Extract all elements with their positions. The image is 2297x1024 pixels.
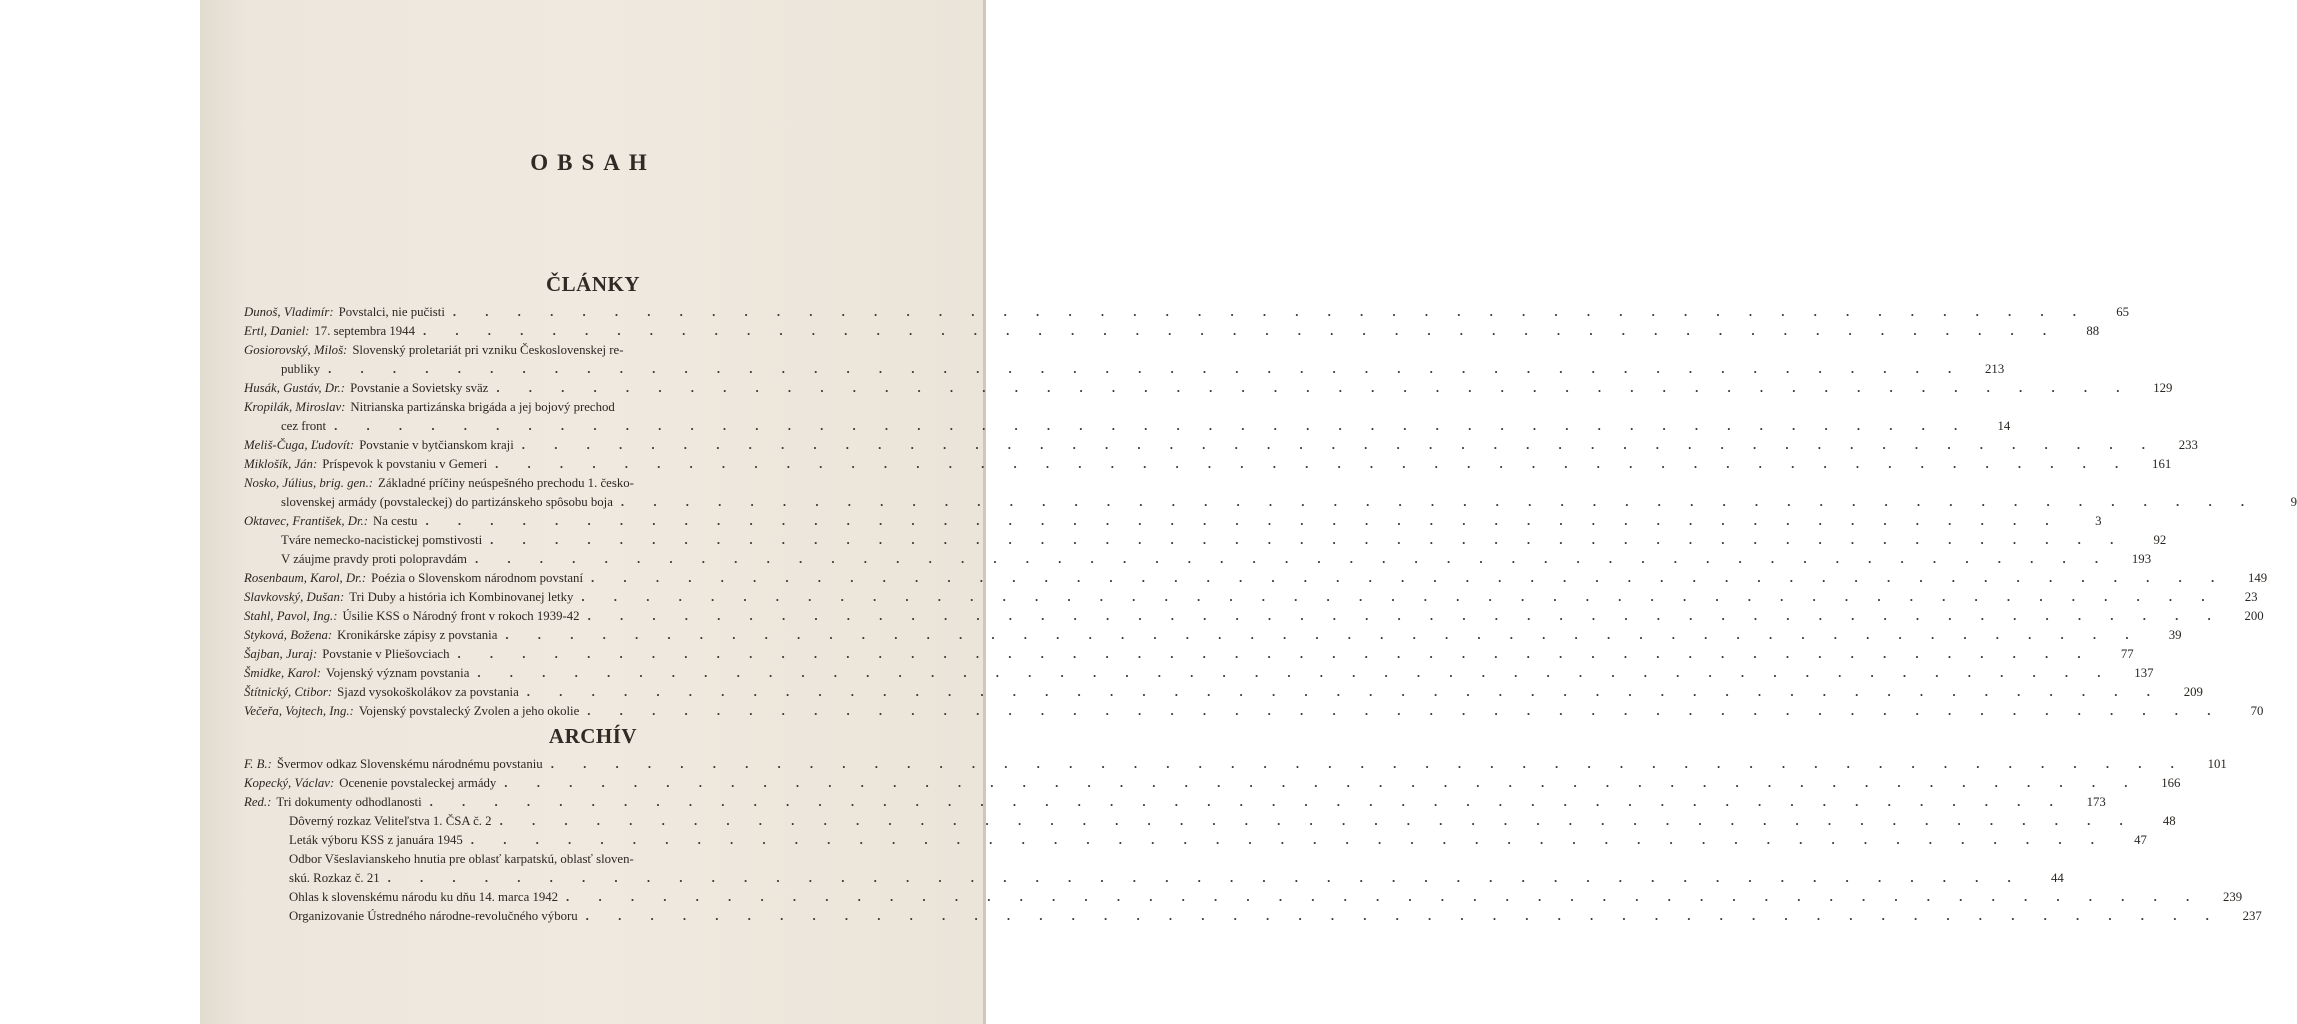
page-number: 239 bbox=[2222, 890, 2243, 904]
toc-entry bbox=[244, 398, 2011, 436]
toc-entry bbox=[244, 588, 2258, 607]
toc-title: Vojenský význam povstania bbox=[326, 666, 470, 680]
toc-title: Tri Duby a história ich Kombinovanej letky bbox=[349, 590, 574, 604]
toc-title: Ocenenie povstaleckej armády bbox=[339, 776, 497, 790]
toc-title: Na cestu bbox=[373, 514, 418, 528]
toc-author: Stahl, Pavol, Ing.: bbox=[244, 609, 338, 623]
dot-leader bbox=[527, 683, 2163, 702]
toc-title: Švermov odkaz Slovenskému národnému povstaniu bbox=[276, 757, 543, 771]
toc-title: Sjazd vysokoškolákov za povstania bbox=[337, 685, 519, 699]
toc-title: Povstanie a Sovietsky sväz bbox=[350, 381, 489, 395]
dot-leader bbox=[505, 626, 2141, 645]
toc-entry bbox=[244, 683, 2203, 702]
page-number: 65 bbox=[2116, 305, 2129, 319]
page-number: 149 bbox=[2247, 571, 2268, 585]
page-number: 3 bbox=[2095, 514, 2102, 528]
toc-title: Vojenský povstalecký Zvolen a jeho okolie bbox=[358, 704, 580, 718]
toc-author: Miklošík, Ján: bbox=[244, 457, 318, 471]
toc-entry bbox=[244, 322, 2100, 341]
page-number: 137 bbox=[2134, 666, 2154, 680]
toc-title: Kronikárske zápisy z povstania bbox=[337, 628, 498, 642]
toc-title-continued: slovenskej armády (povstaleckej) do partizánskeho spôsobu boja bbox=[281, 495, 613, 509]
toc-author: Kopecký, Václav: bbox=[244, 776, 335, 790]
page-number: 213 bbox=[1985, 362, 2005, 376]
dot-leader bbox=[591, 569, 2227, 588]
page-number: 77 bbox=[2120, 647, 2134, 661]
toc-entry bbox=[244, 303, 2129, 322]
toc-entry bbox=[244, 755, 2227, 774]
page-number: 209 bbox=[2183, 685, 2203, 699]
toc-entry bbox=[244, 850, 2064, 888]
dot-leader bbox=[621, 493, 2257, 512]
toc-entry bbox=[244, 774, 2181, 793]
toc-title: 17. septembra 1944 bbox=[314, 324, 415, 338]
dot-leader bbox=[496, 379, 2132, 398]
toc-entry bbox=[244, 512, 2102, 531]
toc-clanky bbox=[244, 303, 2297, 721]
toc-title: Odbor Všeslavianskeho hnutia pre oblasť karpatskú, oblasť sloven- bbox=[289, 852, 634, 866]
page-number: 14 bbox=[1997, 419, 2011, 433]
toc-author: Dunoš, Vladimír: bbox=[244, 305, 334, 319]
toc-entry bbox=[244, 569, 2268, 588]
toc-entry bbox=[244, 379, 2173, 398]
toc-entry bbox=[244, 341, 2005, 379]
toc-entry bbox=[244, 645, 2134, 664]
toc-entry bbox=[244, 793, 2106, 812]
dot-leader bbox=[471, 831, 2107, 850]
dot-leader bbox=[566, 888, 2202, 907]
page-number: 88 bbox=[2086, 324, 2100, 338]
dot-leader bbox=[588, 607, 2224, 626]
dot-leader bbox=[334, 417, 1970, 436]
toc-author: Šajban, Juraj: bbox=[244, 647, 318, 661]
toc-entry bbox=[244, 474, 2297, 512]
toc-entry bbox=[244, 888, 2243, 907]
dot-leader bbox=[425, 512, 2061, 531]
toc-title: Povstalci, nie pučisti bbox=[338, 305, 445, 319]
page-number: 39 bbox=[2168, 628, 2182, 642]
page-number: 200 bbox=[2244, 609, 2264, 623]
page-number: 44 bbox=[2050, 871, 2064, 885]
page-number: 193 bbox=[2131, 552, 2152, 566]
toc-author: Štítnický, Ctibor: bbox=[244, 685, 333, 699]
toc-entry bbox=[244, 455, 2172, 474]
toc-author: Rosenbaum, Karol, Dr.: bbox=[244, 571, 367, 585]
page-number: 9 bbox=[2290, 495, 2297, 509]
toc-author: Šmidke, Karol: bbox=[244, 666, 322, 680]
dot-leader bbox=[430, 793, 2066, 812]
page-number: 233 bbox=[2178, 438, 2198, 452]
toc-title: Dôverný rozkaz Veliteľstva 1. ČSA č. 2 bbox=[289, 814, 492, 828]
toc-author: Kropilák, Miroslav: bbox=[244, 400, 346, 414]
toc-entry bbox=[244, 626, 2182, 645]
page-number: 101 bbox=[2207, 757, 2227, 771]
page-number: 70 bbox=[2250, 704, 2264, 718]
page-number: 161 bbox=[2152, 457, 2172, 471]
toc-title: Poézia o Slovenskom národnom povstaní bbox=[371, 571, 584, 585]
toc-title-continued: cez front bbox=[281, 419, 327, 433]
page-number: 47 bbox=[2134, 833, 2147, 847]
toc-author: Husák, Gustáv, Dr.: bbox=[244, 381, 346, 395]
dot-leader bbox=[453, 303, 2089, 322]
toc-title: Slovenský proletariát pri vzniku Československej re- bbox=[352, 343, 624, 357]
dot-leader bbox=[495, 455, 2131, 474]
toc-entry bbox=[244, 702, 2264, 721]
toc-author: Ertl, Daniel: bbox=[244, 324, 310, 338]
page-number: 173 bbox=[2086, 795, 2106, 809]
toc-author: Slavkovský, Dušan: bbox=[244, 590, 345, 604]
toc-title: Ohlas k slovenskému národu ku dňu 14. marca 1942 bbox=[289, 890, 559, 904]
section-heading-clanky: ČLÁNKY bbox=[545, 272, 640, 296]
page-number: 166 bbox=[2161, 776, 2181, 790]
dot-leader bbox=[423, 322, 2059, 341]
dot-leader bbox=[457, 645, 2093, 664]
toc-author: Red.: bbox=[244, 795, 272, 809]
toc-title: Organizovanie Ústredného národne-revolučného výboru bbox=[289, 909, 578, 923]
toc-title: V záujme pravdy proti polopravdám bbox=[281, 552, 467, 566]
dot-leader bbox=[551, 755, 2187, 774]
book-page bbox=[200, 0, 2297, 1024]
page-number: 237 bbox=[2242, 909, 2262, 923]
toc-title: Úsilie KSS o Národný front v rokoch 1939-42 bbox=[342, 609, 580, 623]
dot-leader bbox=[500, 812, 2136, 831]
toc-author: Gosiorovský, Miloš: bbox=[244, 343, 348, 357]
toc-author: Oktavec, František, Dr.: bbox=[244, 514, 369, 528]
dot-leader bbox=[475, 550, 2111, 569]
toc-title-continued: skú. Rozkaz č. 21 bbox=[289, 871, 380, 885]
dot-leader bbox=[586, 907, 2222, 926]
dot-leader bbox=[587, 702, 2223, 721]
dot-leader bbox=[522, 436, 2158, 455]
dot-leader bbox=[388, 869, 2024, 888]
dot-leader bbox=[504, 774, 2140, 793]
toc-entry bbox=[244, 550, 2152, 569]
dot-leader bbox=[490, 531, 2126, 550]
toc-author: Styková, Božena: bbox=[244, 628, 333, 642]
toc-title: Leták výboru KSS z januára 1945 bbox=[289, 833, 463, 847]
dot-leader bbox=[581, 588, 2217, 607]
toc-title: Základné príčiny neúspešného prechodu 1. česko- bbox=[378, 476, 634, 490]
toc-entry bbox=[244, 607, 2264, 626]
toc-title: Príspevok k povstaniu v Gemeri bbox=[322, 457, 488, 471]
page-number: 48 bbox=[2162, 814, 2176, 828]
toc-title: Povstanie v bytčianskom kraji bbox=[359, 438, 514, 452]
page-title: OBSAH bbox=[530, 150, 656, 175]
toc-title-continued: publiky bbox=[281, 362, 321, 376]
dot-leader bbox=[328, 360, 1964, 379]
toc-author: Meliš-Čuga, Ľudovít: bbox=[244, 438, 355, 452]
toc-entry bbox=[244, 831, 2147, 850]
toc-author: F. B.: bbox=[244, 757, 272, 771]
toc-title: Tri dokumenty odhodlanosti bbox=[276, 795, 422, 809]
toc-entry bbox=[244, 812, 2176, 831]
dot-leader bbox=[477, 664, 2113, 683]
toc-archiv bbox=[244, 755, 2262, 926]
toc-title: Nitrianska partizánska brigáda a jej bojový prechod bbox=[350, 400, 615, 414]
page-number: 23 bbox=[2244, 590, 2258, 604]
toc-entry bbox=[244, 664, 2154, 683]
toc-author: Večeřa, Vojtech, Ing.: bbox=[244, 704, 354, 718]
toc-title: Povstanie v Pliešovciach bbox=[322, 647, 450, 661]
toc-title: Tváre nemecko-nacistickej pomstivosti bbox=[281, 533, 483, 547]
toc-entry bbox=[244, 531, 2167, 550]
toc-entry bbox=[244, 436, 2198, 455]
toc-entry bbox=[244, 907, 2262, 926]
page-number: 92 bbox=[2153, 533, 2167, 547]
toc-author: Nosko, Július, brig. gen.: bbox=[244, 476, 374, 490]
section-heading-archiv: ARCHÍV bbox=[548, 724, 638, 748]
page-number: 129 bbox=[2153, 381, 2173, 395]
